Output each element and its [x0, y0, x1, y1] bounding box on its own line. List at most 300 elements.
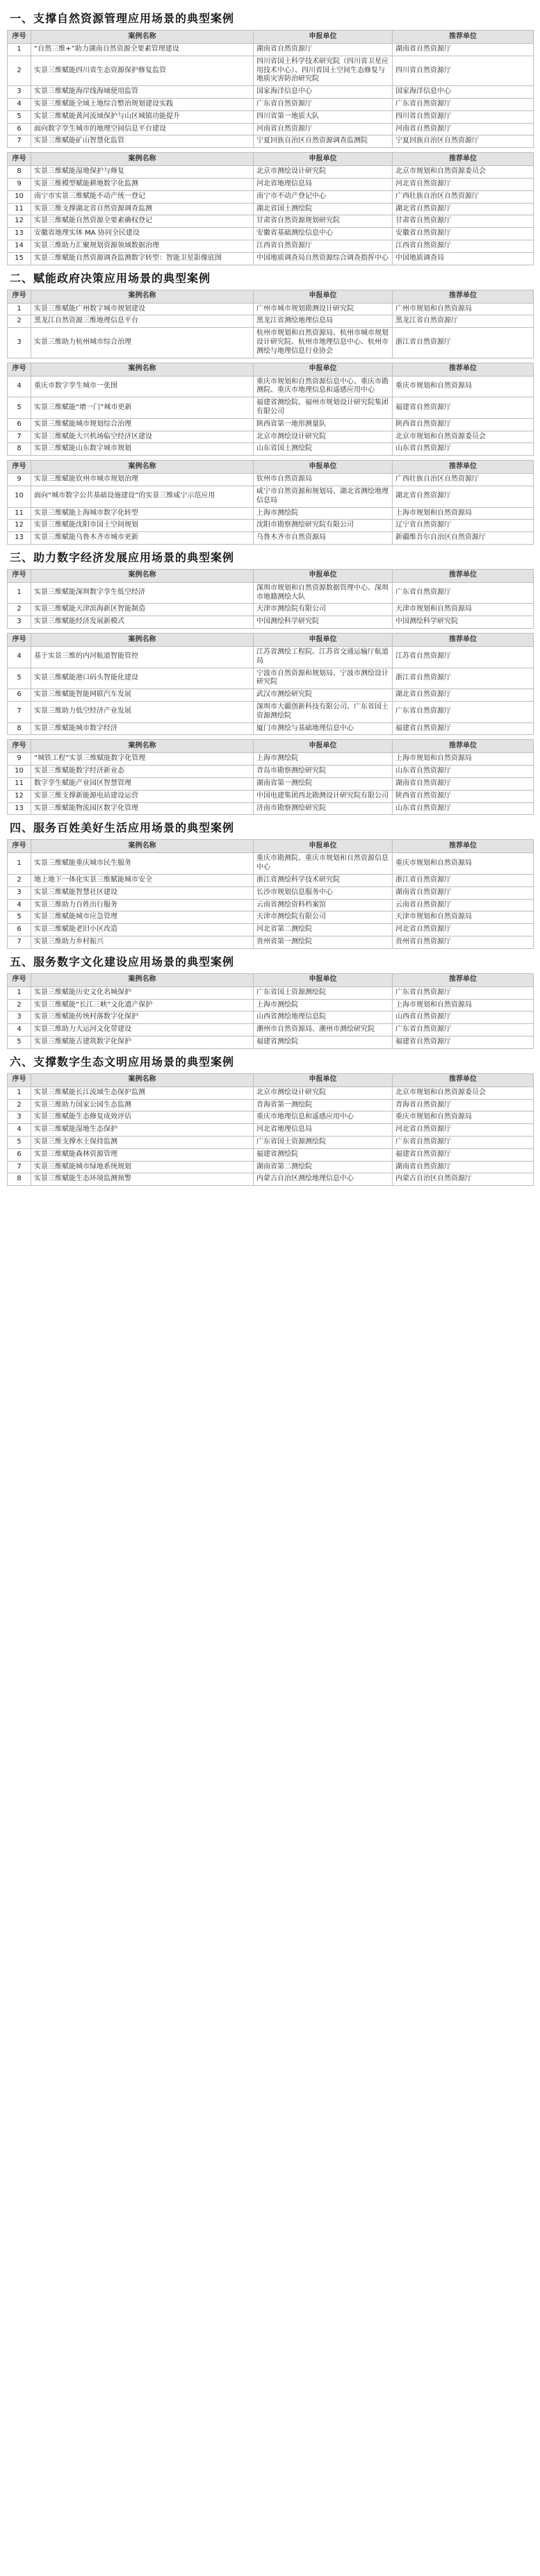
case-name-cell: 实景三维赋能长江流域生态保护监测	[31, 1087, 254, 1099]
recommender-cell: 广东省自然资源厅	[393, 702, 534, 723]
case-name-cell: 实景三维赋能深圳数字孪生低空经济	[31, 582, 254, 604]
table-row	[8, 924, 534, 936]
recommender-cell: 广西壮族自治区自然资源厅	[393, 190, 534, 203]
column-header-applicant: 申报单位	[254, 31, 393, 44]
recommender-cell: 陕西省自然资源厅	[393, 790, 534, 802]
case-name-cell: 实景三维助力杭州城市综合治理	[31, 328, 254, 358]
applicant-cell: 上海市测绘院	[254, 753, 393, 766]
case-name-cell: 数字孪生赋能产业园区智慧管理	[31, 778, 254, 791]
applicant-cell: 湖南省第一测绘院	[254, 778, 393, 791]
recommender-cell: 宁夏回族自治区自然资源厅	[393, 135, 534, 148]
row-number-cell: 2	[8, 315, 31, 328]
column-header-recommender: 推荐单位	[393, 461, 534, 474]
recommender-cell: 内蒙古自治区自然资源厅	[393, 1173, 534, 1186]
table-row	[8, 999, 534, 1012]
row-number-cell: 5	[8, 397, 31, 419]
row-number-cell: 9	[8, 474, 31, 486]
row-number-cell: 6	[8, 924, 31, 936]
row-number-cell: 1	[8, 44, 31, 56]
row-number-cell: 4	[8, 98, 31, 110]
column-header-recommender: 推荐单位	[393, 569, 534, 582]
table-row	[8, 723, 534, 735]
table-row	[8, 616, 534, 629]
row-number-cell: 3	[8, 616, 31, 629]
column-header-case-name: 案例名称	[31, 31, 254, 44]
row-number-cell: 11	[8, 203, 31, 215]
row-number-cell: 5	[8, 911, 31, 924]
row-number-cell: 6	[8, 123, 31, 135]
case-table	[7, 290, 534, 358]
row-number-cell: 13	[8, 532, 31, 545]
table-row	[8, 875, 534, 887]
column-header-row-number: 序号	[8, 290, 31, 303]
applicant-cell: 中国地质调查局自然资源综合调查指挥中心	[254, 252, 393, 265]
row-number-cell: 6	[8, 689, 31, 702]
table-row	[8, 303, 534, 315]
row-number-cell: 3	[8, 328, 31, 358]
table-row	[8, 766, 534, 778]
recommender-cell: 上海市规划和自然资源局	[393, 507, 534, 520]
row-number-cell: 12	[8, 215, 31, 228]
recommender-cell: 山东省自然资源厅	[393, 802, 534, 815]
table-header-row	[8, 363, 534, 376]
column-header-case-name: 案例名称	[31, 569, 254, 582]
row-number-cell: 7	[8, 135, 31, 148]
recommender-cell: 广东省自然资源厅	[393, 986, 534, 999]
column-header-recommender: 推荐单位	[393, 973, 534, 986]
applicant-cell: 福建省测绘院、福州市规划设计研究院集团有限公司	[254, 397, 393, 419]
case-name-cell: 实景三维赋能沈阳市国土空间规划	[31, 520, 254, 532]
case-name-cell: 实景三维助力汇聚规划资源领域数据治理	[31, 240, 254, 252]
case-name-cell: 实景三维赋能湿地生态保护	[31, 1124, 254, 1137]
recommender-cell: 天津市规划和自然资源局	[393, 604, 534, 616]
case-name-cell: 实景三维赋能物流园区数字化管理	[31, 802, 254, 815]
recommender-cell: 河南省自然资源厅	[393, 123, 534, 135]
table-row	[8, 853, 534, 875]
recommender-cell: 中国测绘科学研究院	[393, 616, 534, 629]
case-name-cell: 实景三维赋能“增一门”城市更新	[31, 397, 254, 419]
row-number-cell: 13	[8, 228, 31, 240]
case-table	[7, 633, 534, 735]
table-row	[8, 98, 534, 110]
applicant-cell: 安徽省基础测绘信息中心	[254, 228, 393, 240]
recommender-cell: 广东省自然资源厅	[393, 98, 534, 110]
applicant-cell: 湖南省自然资源厅	[254, 44, 393, 56]
table-row	[8, 520, 534, 532]
applicant-cell: 国家海洋信息中心	[254, 86, 393, 99]
case-name-cell: 地上地下一体化实景三维赋能城市安全	[31, 875, 254, 887]
case-table	[7, 152, 534, 265]
applicant-cell: 江西省自然资源厅	[254, 240, 393, 252]
case-name-cell: 南宁市实景三维赋能不动产统一登记	[31, 190, 254, 203]
case-name-cell: 实景三维助力百姓出行服务	[31, 899, 254, 911]
table-row	[8, 135, 534, 148]
applicant-cell: 云南省测绘资料档案馆	[254, 899, 393, 911]
applicant-cell: 武汉市测绘研究院	[254, 689, 393, 702]
applicant-cell: 北京市测绘设计研究院	[254, 166, 393, 179]
row-number-cell: 9	[8, 753, 31, 766]
case-name-cell: 实景三维赋能自然资源调查监测数字转型：智能卫星影像底图	[31, 252, 254, 265]
table-row	[8, 1037, 534, 1049]
table-row	[8, 418, 534, 431]
row-number-cell: 11	[8, 507, 31, 520]
table-row	[8, 166, 534, 179]
recommender-cell: 山东省自然资源厅	[393, 766, 534, 778]
column-header-row-number: 序号	[8, 363, 31, 376]
case-name-cell: 实景三维赋能黄河流域保护与山区城镇功能提升	[31, 110, 254, 123]
applicant-cell: 广州市城市规划勘测设计研究院	[254, 303, 393, 315]
case-name-cell: 面向“城市数字公共基础设施建设”的实景三维咸宁示范应用	[31, 486, 254, 507]
column-header-recommender: 推荐单位	[393, 153, 534, 166]
column-header-applicant: 申报单位	[254, 363, 393, 376]
applicant-cell: 中国测绘科学研究院	[254, 616, 393, 629]
table-row	[8, 582, 534, 604]
table-row	[8, 203, 534, 215]
table-row	[8, 1012, 534, 1024]
recommender-cell: 浙江省自然资源厅	[393, 328, 534, 358]
column-header-applicant: 申报单位	[254, 840, 393, 853]
table-row	[8, 689, 534, 702]
row-number-cell: 10	[8, 190, 31, 203]
table-row	[8, 397, 534, 419]
column-header-recommender: 推荐单位	[393, 31, 534, 44]
case-name-cell: 实景三维赋能生态环境监测预警	[31, 1173, 254, 1186]
recommender-cell: 新疆维吾尔自治区自然资源厅	[393, 532, 534, 545]
table-row	[8, 1161, 534, 1173]
table-row	[8, 431, 534, 443]
table-row	[8, 110, 534, 123]
table-row	[8, 1148, 534, 1161]
table-row	[8, 474, 534, 486]
recommender-cell: 重庆市规划和自然资源局	[393, 376, 534, 397]
table-row	[8, 178, 534, 190]
row-number-cell: 10	[8, 766, 31, 778]
column-header-applicant: 申报单位	[254, 153, 393, 166]
case-name-cell: 实景三维赋能钦州市城市规划治理	[31, 474, 254, 486]
column-header-case-name: 案例名称	[31, 153, 254, 166]
section-title: 二、赋能政府决策应用场景的典型案例	[10, 271, 211, 285]
applicant-cell: 四川省第一地质大队	[254, 110, 393, 123]
row-number-cell: 11	[8, 778, 31, 791]
applicant-cell: 南宁市不动产登记中心	[254, 190, 393, 203]
recommender-cell: 广东省自然资源厅	[393, 582, 534, 604]
section-title: 三、助力数字经济发展应用场景的典型案例	[10, 550, 235, 564]
case-name-cell: 实景三维赋能海岸线海域使用监管	[31, 86, 254, 99]
section	[7, 1053, 533, 1186]
table-header-row	[8, 290, 534, 303]
recommender-cell: 湖南省自然资源厅	[393, 778, 534, 791]
case-name-cell: 实景三维模型赋能耕地数字化监测	[31, 178, 254, 190]
applicant-cell: 厦门市测绘与基础地理信息中心	[254, 723, 393, 735]
table-row	[8, 753, 534, 766]
applicant-cell: 青海省第一测绘院	[254, 1099, 393, 1112]
recommender-cell: 浙江省自然资源厅	[393, 668, 534, 689]
recommender-cell: 广东省自然资源厅	[393, 1024, 534, 1037]
table-row	[8, 986, 534, 999]
table-row	[8, 443, 534, 456]
column-header-case-name: 案例名称	[31, 1073, 254, 1087]
table-header-row	[8, 840, 534, 853]
row-number-cell: 4	[8, 647, 31, 668]
table-row	[8, 1087, 534, 1099]
applicant-cell: 北京市测绘设计研究院	[254, 431, 393, 443]
case-table	[7, 973, 534, 1049]
table-row	[8, 315, 534, 328]
recommender-cell: 湖北省自然资源厅	[393, 203, 534, 215]
table-row	[8, 486, 534, 507]
case-name-cell: 实景三维赋能城市规划综合治理	[31, 418, 254, 431]
row-number-cell: 3	[8, 886, 31, 899]
table-row	[8, 647, 534, 668]
recommender-cell: 广州市规划和自然资源局	[393, 303, 534, 315]
table-header-row	[8, 569, 534, 582]
case-name-cell: 实景三维支撑湖北省自然资源调查监测	[31, 203, 254, 215]
table-header-row	[8, 973, 534, 986]
case-name-cell: 实景三维赋能天津滨海新区智能制造	[31, 604, 254, 616]
row-number-cell: 1	[8, 582, 31, 604]
case-name-cell: 实景三维赋能经济发展新模式	[31, 616, 254, 629]
applicant-cell: 杭州市规划和自然资源局、杭州市城市规划设计研究院、杭州市地理信息中心、杭州市测绘与地理信息行业协会	[254, 328, 393, 358]
row-number-cell: 2	[8, 999, 31, 1012]
table-row	[8, 1136, 534, 1148]
column-header-row-number: 序号	[8, 840, 31, 853]
applicant-cell: 上海市测绘院	[254, 507, 393, 520]
applicant-cell: 宁夏回族自治区自然资源调查监测院	[254, 135, 393, 148]
row-number-cell: 12	[8, 520, 31, 532]
row-number-cell: 1	[8, 303, 31, 315]
row-number-cell: 8	[8, 443, 31, 456]
applicant-cell: 青岛市勘察测绘研究院	[254, 766, 393, 778]
case-name-cell: 实景三维赋能传统村落数字化保护	[31, 1012, 254, 1024]
applicant-cell: 河北省地理信息局	[254, 178, 393, 190]
case-table	[7, 1073, 534, 1186]
section	[7, 10, 533, 265]
applicant-cell: 河南省自然资源厅	[254, 123, 393, 135]
row-number-cell: 12	[8, 790, 31, 802]
case-name-cell: 实景三维赋能自然资源全要素确权登记	[31, 215, 254, 228]
case-name-cell: 实景三维助力国家公园生态监测	[31, 1099, 254, 1112]
table-row	[8, 56, 534, 85]
recommender-cell: 福建省自然资源厅	[393, 723, 534, 735]
row-number-cell: 2	[8, 1099, 31, 1112]
applicant-cell: 潮州市自然资源局、潮州市测绘研究院	[254, 1024, 393, 1037]
applicant-cell: 重庆市地理信息和遥感应用中心	[254, 1112, 393, 1124]
applicant-cell: 济南市勘察测绘研究院	[254, 802, 393, 815]
recommender-cell: 湖北省自然资源厅	[393, 486, 534, 507]
applicant-cell: 贵州省第一测绘院	[254, 936, 393, 949]
section	[7, 270, 533, 545]
case-name-cell: 实景三维赋能四川省生态资源保护修复监管	[31, 56, 254, 85]
table-row	[8, 376, 534, 397]
case-table	[7, 30, 534, 148]
applicant-cell: 天津市测绘院有限公司	[254, 911, 393, 924]
case-name-cell: 面向数字孪生城市的地理空间信息平台建设	[31, 123, 254, 135]
recommender-cell: 北京市规划和自然资源委员会	[393, 1087, 534, 1099]
recommender-cell: 北京市规划和自然资源委员会	[393, 431, 534, 443]
column-header-recommender: 推荐单位	[393, 363, 534, 376]
recommender-cell: 浙江省自然资源厅	[393, 875, 534, 887]
column-header-recommender: 推荐单位	[393, 1073, 534, 1087]
applicant-cell: 湖南省第二测绘院	[254, 1161, 393, 1173]
case-name-cell: 黑龙江自然资源三维地理信息平台	[31, 315, 254, 328]
recommender-cell: 山西省自然资源厅	[393, 1012, 534, 1024]
table-row	[8, 328, 534, 358]
applicant-cell: 湖北省国土测绘院	[254, 203, 393, 215]
recommender-cell: 湖北省自然资源厅	[393, 689, 534, 702]
column-header-case-name: 案例名称	[31, 363, 254, 376]
applicant-cell: 内蒙古自治区测绘地理信息中心	[254, 1173, 393, 1186]
applicant-cell: 广东省国土资源测绘院	[254, 1136, 393, 1148]
applicant-cell: 山西省测绘地理信息院	[254, 1012, 393, 1024]
case-name-cell: 实景三维赋能森林资源管理	[31, 1148, 254, 1161]
case-name-cell: 实景三维赋能数字经济新业态	[31, 766, 254, 778]
column-header-case-name: 案例名称	[31, 634, 254, 647]
recommender-cell: 国家海洋信息中心	[393, 86, 534, 99]
row-number-cell: 7	[8, 431, 31, 443]
applicant-cell: 乌鲁木齐市自然资源局	[254, 532, 393, 545]
recommender-cell: 天津市规划和自然资源局	[393, 911, 534, 924]
table-row	[8, 215, 534, 228]
case-name-cell: 实景三维赋能历史文化名城保护	[31, 986, 254, 999]
case-table	[7, 460, 534, 545]
recommender-cell: 北京市规划和自然资源委员会	[393, 166, 534, 179]
applicant-cell: 中国电建集团西北勘测设计研究院有限公司	[254, 790, 393, 802]
recommender-cell: 河北省自然资源厅	[393, 924, 534, 936]
row-number-cell: 3	[8, 1112, 31, 1124]
applicant-cell: 深圳市规划和自然资源数据管理中心、深圳市地籍测绘大队	[254, 582, 393, 604]
row-number-cell: 7	[8, 702, 31, 723]
column-header-row-number: 序号	[8, 634, 31, 647]
case-name-cell: 实景三维赋能老旧小区改造	[31, 924, 254, 936]
row-number-cell: 6	[8, 1148, 31, 1161]
recommender-cell: 辽宁省自然资源厅	[393, 520, 534, 532]
column-header-row-number: 序号	[8, 1073, 31, 1087]
case-name-cell: 实景三维赋能古建筑数字化保护	[31, 1037, 254, 1049]
case-name-cell: 实景三维助力大运河文化带建设	[31, 1024, 254, 1037]
case-name-cell: 实景三维赋能城市应急管理	[31, 911, 254, 924]
table-row	[8, 190, 534, 203]
table-row	[8, 899, 534, 911]
recommender-cell: 黑龙江省自然资源厅	[393, 315, 534, 328]
row-number-cell: 14	[8, 240, 31, 252]
case-name-cell: 实景三维赋能山东数字城市规划	[31, 443, 254, 456]
applicant-cell: 广东省国土资源测绘院	[254, 986, 393, 999]
row-number-cell: 13	[8, 802, 31, 815]
column-header-row-number: 序号	[8, 31, 31, 44]
table-row	[8, 911, 534, 924]
section	[7, 819, 533, 948]
case-name-cell: 实景三维赋能矿山智慧化监管	[31, 135, 254, 148]
row-number-cell: 2	[8, 56, 31, 85]
applicant-cell: 重庆市规划和自然资源信息中心、重庆市勘测院、重庆市地理信息和遥感应用中心	[254, 376, 393, 397]
recommender-cell: 湖南省自然资源厅	[393, 44, 534, 56]
table-row	[8, 702, 534, 723]
table-header-row	[8, 634, 534, 647]
recommender-cell: 贵州省自然资源厅	[393, 936, 534, 949]
case-name-cell: 实景三维赋能全域土地综合整治规划建设实践	[31, 98, 254, 110]
column-header-row-number: 序号	[8, 973, 31, 986]
case-name-cell: 实景三维助力乡村振兴	[31, 936, 254, 949]
section	[7, 549, 533, 816]
case-name-cell: 实景三维赋能“长江三峡”文化遗产保护	[31, 999, 254, 1012]
applicant-cell: 江苏省测绘工程院、江苏省交通运输厅航道局	[254, 647, 393, 668]
table-header-row	[8, 153, 534, 166]
recommender-cell: 广西壮族自治区自然资源厅	[393, 474, 534, 486]
recommender-cell: 陕西省自然资源厅	[393, 418, 534, 431]
column-header-recommender: 推荐单位	[393, 290, 534, 303]
row-number-cell: 8	[8, 723, 31, 735]
applicant-cell: 陕西省第一地形测量队	[254, 418, 393, 431]
table-header-row	[8, 31, 534, 44]
row-number-cell: 2	[8, 875, 31, 887]
table-row	[8, 240, 534, 252]
table-row	[8, 1112, 534, 1124]
table-row	[8, 778, 534, 791]
case-name-cell: 实景三维赋能智能网联汽车发展	[31, 689, 254, 702]
recommender-cell: 广东省自然资源厅	[393, 1136, 534, 1148]
recommender-cell: 重庆市规划和自然资源局	[393, 853, 534, 875]
case-name-cell: 基于实景三维的内河航道智能管控	[31, 647, 254, 668]
section-title: 六、支撑数字生态文明应用场景的典型案例	[10, 1055, 235, 1068]
case-table	[7, 363, 534, 456]
recommender-cell: 云南省自然资源厅	[393, 899, 534, 911]
recommender-cell: 福建省自然资源厅	[393, 1037, 534, 1049]
table-row	[8, 44, 534, 56]
case-name-cell: 安徽省地理实体 MA 协同全民建设	[31, 228, 254, 240]
section-title: 五、服务数字文化建设应用场景的典型案例	[10, 955, 235, 968]
recommender-cell: 上海市规划和自然资源局	[393, 999, 534, 1012]
applicant-cell: 深圳市大疆创新科技有限公司、广东省国土资源测绘院	[254, 702, 393, 723]
column-header-case-name: 案例名称	[31, 840, 254, 853]
case-name-cell: 实景三维赋能重庆城市民生服务	[31, 853, 254, 875]
row-number-cell: 5	[8, 110, 31, 123]
column-header-case-name: 案例名称	[31, 973, 254, 986]
section-title: 四、服务百姓美好生活应用场景的典型案例	[10, 821, 235, 835]
recommender-cell: 河北省自然资源厅	[393, 1124, 534, 1137]
applicant-cell: 福建省测绘院	[254, 1148, 393, 1161]
table-row	[8, 802, 534, 815]
section-title: 一、支撑自然资源管理应用场景的典型案例	[10, 12, 235, 25]
section	[7, 953, 533, 1049]
table-row	[8, 123, 534, 135]
row-number-cell: 3	[8, 86, 31, 99]
applicant-cell: 北京市测绘设计研究院	[254, 1087, 393, 1099]
document-page	[0, 0, 540, 1186]
row-number-cell: 1	[8, 986, 31, 999]
case-table	[7, 739, 534, 815]
table-row	[8, 886, 534, 899]
column-header-case-name: 案例名称	[31, 461, 254, 474]
recommender-cell: 甘肃省自然资源厅	[393, 215, 534, 228]
applicant-cell: 河北省地理信息局	[254, 1124, 393, 1137]
recommender-cell: 安徽省自然资源厅	[393, 228, 534, 240]
row-number-cell: 4	[8, 1124, 31, 1137]
column-header-row-number: 序号	[8, 153, 31, 166]
case-name-cell: 实景三维赋能智慧社区建设	[31, 886, 254, 899]
table-row	[8, 1173, 534, 1186]
column-header-applicant: 申报单位	[254, 290, 393, 303]
column-header-row-number: 序号	[8, 461, 31, 474]
case-table	[7, 569, 534, 629]
row-number-cell: 5	[8, 1037, 31, 1049]
recommender-cell: 山东省自然资源厅	[393, 443, 534, 456]
column-header-applicant: 申报单位	[254, 634, 393, 647]
case-table	[7, 839, 534, 948]
table-row	[8, 790, 534, 802]
row-number-cell: 7	[8, 936, 31, 949]
applicant-cell: 黑龙江省测绘地理信息局	[254, 315, 393, 328]
column-header-recommender: 推荐单位	[393, 840, 534, 853]
